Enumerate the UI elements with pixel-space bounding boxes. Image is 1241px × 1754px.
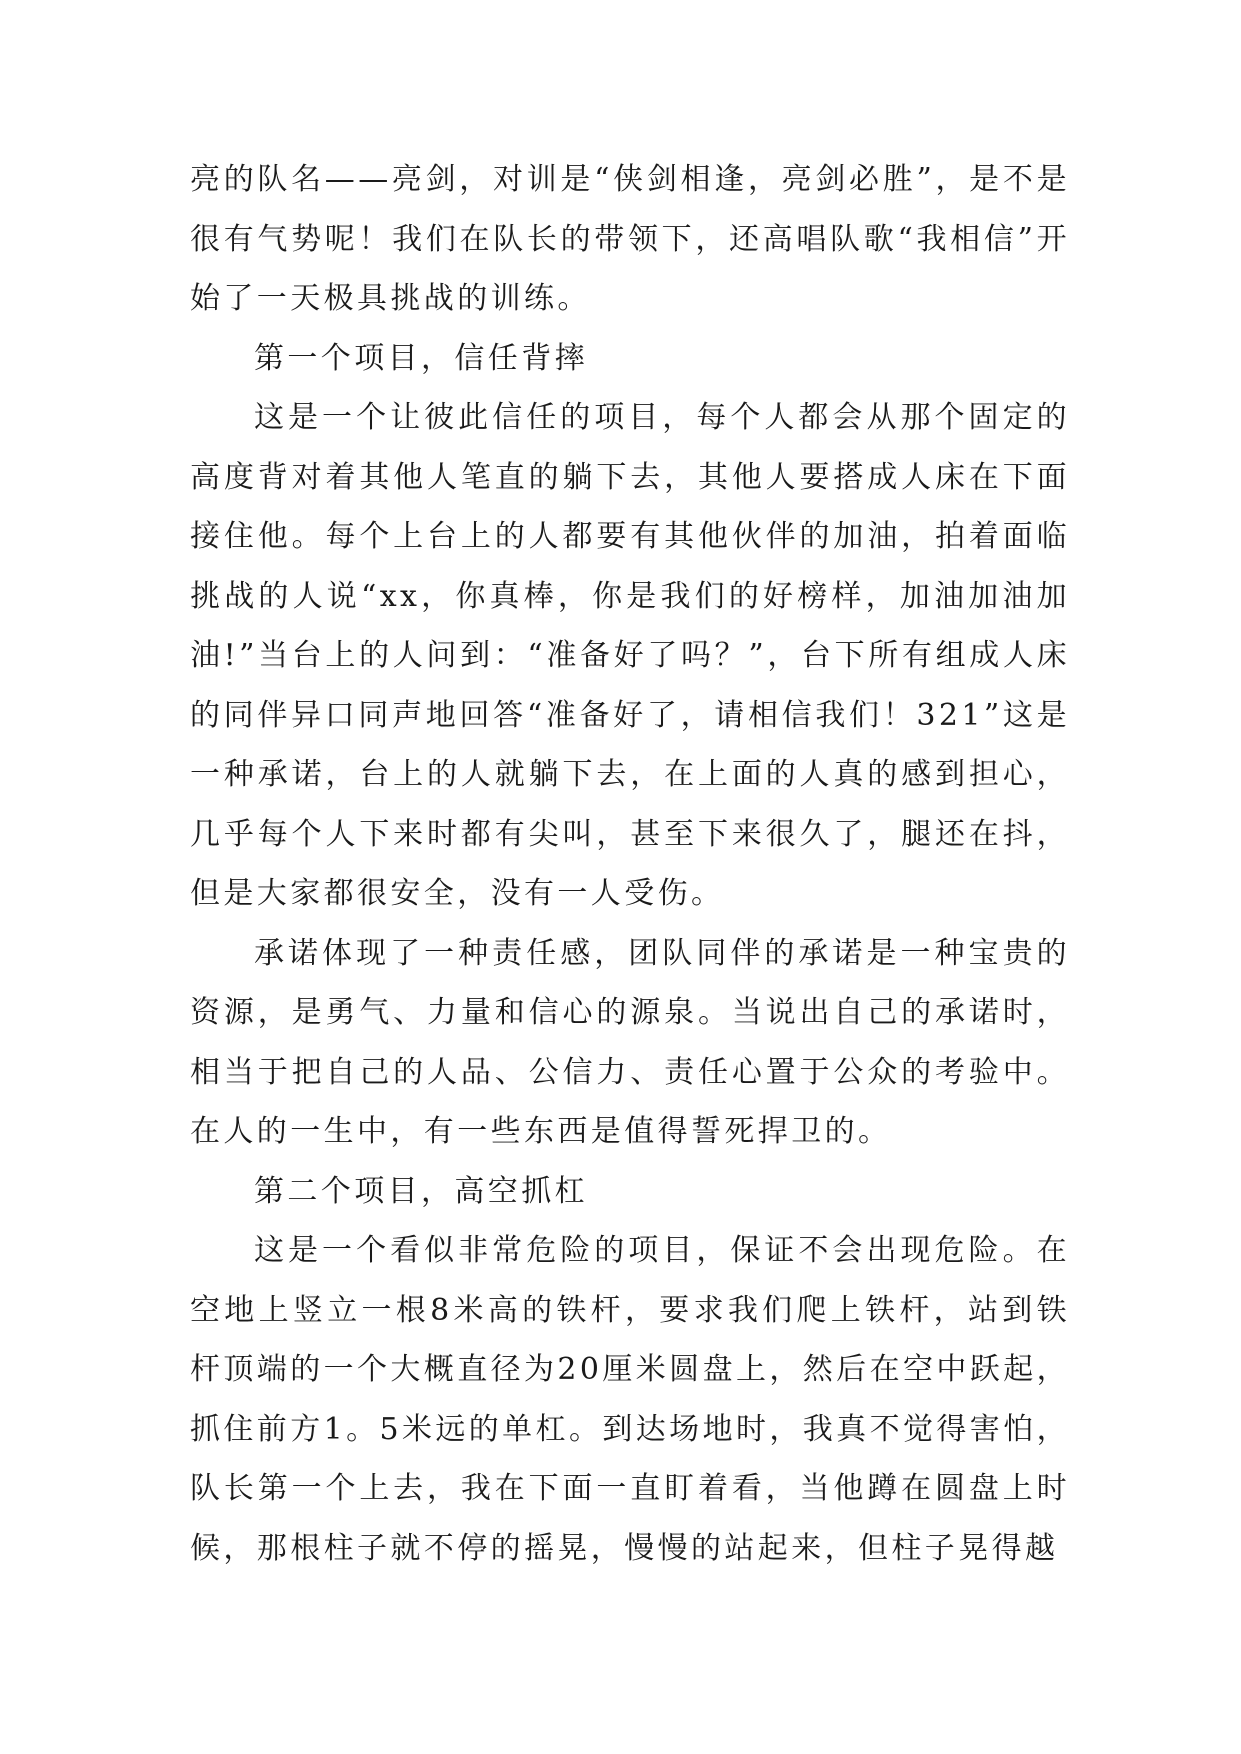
document-body	[190, 150, 1070, 1578]
heading-project-one: 第一个项目，信任背摔	[254, 340, 588, 376]
paragraph-commitment: 承诺体现了一种责任感，团队同伴的承诺是一种宝贵的资源，是勇气、力量和信心的源泉。当说出自己的承诺时，相当于把自己的人品、公信力、责任心置于公众的考验中。在人的一生中，有一些东西是值得誓死捍卫的。	[190, 935, 1070, 1149]
paragraph-team-intro: 亮的队名——亮剑，对训是“侠剑相逢，亮剑必胜”，是不是很有气势呢！我们在队长的带领下，还高唱队歌“我相信”开始了一天极具挑战的训练。	[190, 162, 1070, 316]
paragraph-trust-fall: 这是一个让彼此信任的项目，每个人都会从那个固定的高度背对着其他人笔直的躺下去，其他人要搭成人床在下面接住他。每个上台上的人都要有其他伙伴的加油，拍着面临挑战的人说“xx，你真棒，你是我们的好榜样，加油加油加油!”当台上的人问到：“准备好了吗？”，台下所有组成人床的同伴异口同声地回答“准备好了，请相信我们！321”这是一种承诺，台上的人就躺下去，在上面的人真的感到担心，几乎每个人下来时都有尖叫，甚至下来很久了，腿还在抖，但是大家都很安全，没有一人受伤。	[190, 400, 1070, 911]
paragraph-high-bar: 这是一个看似非常危险的项目，保证不会出现危险。在空地上竖立一根8米高的铁杆，要求我们爬上铁杆，站到铁杆顶端的一个大概直径为20厘米圆盘上，然后在空中跃起，抓住前方1。5米远的单杠。到达场地时，我真不觉得害怕，队长第一个上去，我在下面一直盯着看，当他蹲在圆盘上时候，那根柱子就不停的摇晃，慢慢的站起来，但柱子晃得越	[190, 1233, 1070, 1566]
heading-project-two: 第二个项目，高空抓杠	[254, 1173, 588, 1209]
